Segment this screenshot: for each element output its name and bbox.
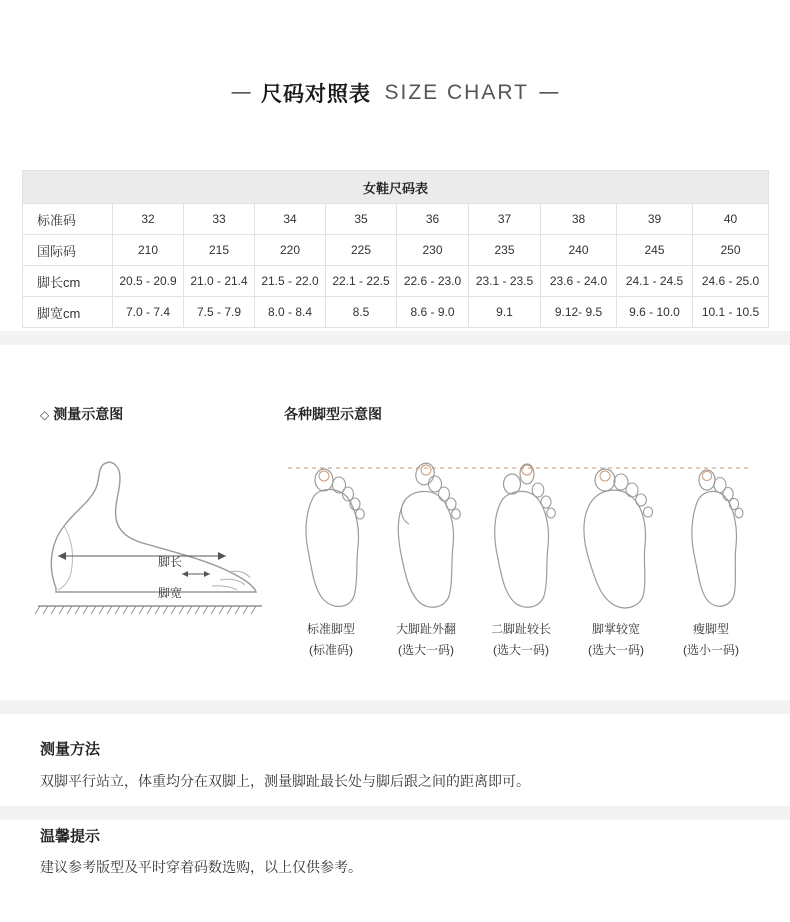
foot-shape-narrow-icon [664, 450, 758, 618]
cell: 220 [255, 235, 326, 266]
foot-type-item [664, 450, 758, 660]
foot-type-note: (标准码) [309, 643, 353, 657]
title-english: SIZE CHART [384, 81, 529, 104]
foot-type-name: 二脚趾较长 [490, 622, 551, 636]
page-title [0, 78, 790, 108]
cell: 38 [541, 204, 617, 235]
cell: 24.1 - 24.5 [617, 266, 693, 297]
size-table [22, 170, 769, 328]
foot-type-name: 瘦脚型 [692, 622, 729, 636]
cell: 39 [617, 204, 693, 235]
cell: 23.1 - 23.5 [469, 266, 541, 297]
cell: 32 [113, 204, 184, 235]
row-label: 标准码 [23, 204, 113, 235]
title-chinese: 尺码对照表 [261, 83, 372, 106]
foot-shape-bunion-icon [379, 450, 473, 618]
table-row [23, 235, 769, 266]
diamond-icon: ◇ [40, 408, 50, 422]
foot-type-note: (选小一码) [683, 643, 739, 657]
row-label: 脚长cm [23, 266, 113, 297]
cell: 21.0 - 21.4 [184, 266, 255, 297]
table-row [23, 204, 769, 235]
foot-type-name: 大脚趾外翻 [395, 622, 456, 636]
table-row [23, 297, 769, 328]
measure-section-heading [40, 404, 123, 424]
cell: 24.6 - 25.0 [693, 266, 769, 297]
foot-width-label: 脚宽 [158, 586, 183, 600]
foot-type-name: 脚掌较宽 [591, 622, 640, 636]
section-divider [0, 806, 790, 820]
cell: 20.5 - 20.9 [113, 266, 184, 297]
measure-heading-label: 测量示意图 [53, 406, 124, 422]
foot-shape-wide-icon [569, 450, 663, 618]
cell: 34 [255, 204, 326, 235]
foot-type-note: (选大一码) [493, 643, 549, 657]
title-dash-left: — [231, 82, 251, 103]
tips-heading: 温馨提示 [40, 828, 101, 845]
foot-shape-standard-icon [284, 450, 378, 618]
title-dash-right: — [539, 82, 559, 103]
cell: 37 [469, 204, 541, 235]
foot-types-heading-label: 各种脚型示意图 [284, 406, 382, 422]
cell: 8.5 [326, 297, 397, 328]
cell: 245 [617, 235, 693, 266]
section-divider [0, 700, 790, 714]
cell: 9.6 - 10.0 [617, 297, 693, 328]
section-divider [0, 331, 790, 345]
method-heading: 测量方法 [40, 741, 101, 758]
foot-type-note: (选大一码) [398, 643, 454, 657]
foot-types-heading [284, 404, 382, 424]
cell: 210 [113, 235, 184, 266]
method-body: 双脚平行站立，体重均分在双脚上，测量脚趾最长处与脚后跟之间的距离即可。 [40, 773, 530, 789]
foot-type-name: 标准脚型 [306, 622, 355, 636]
size-table-wrap [22, 170, 768, 328]
cell: 21.5 - 22.0 [255, 266, 326, 297]
cell: 35 [326, 204, 397, 235]
cell: 240 [541, 235, 617, 266]
cell: 40 [693, 204, 769, 235]
cell: 10.1 - 10.5 [693, 297, 769, 328]
cell: 9.1 [469, 297, 541, 328]
cell: 9.12- 9.5 [541, 297, 617, 328]
foot-length-label: 脚长 [158, 555, 183, 569]
foot-type-item [284, 450, 378, 660]
cell: 225 [326, 235, 397, 266]
foot-shape-long-second-toe-icon [474, 450, 568, 618]
cell: 36 [397, 204, 469, 235]
tips-body: 建议参考版型及平时穿着码数选购，以上仅供参考。 [40, 859, 362, 875]
cell: 7.0 - 7.4 [113, 297, 184, 328]
foot-type-item [474, 450, 568, 660]
row-label: 脚宽cm [23, 297, 113, 328]
cell: 8.6 - 9.0 [397, 297, 469, 328]
table-caption-row [23, 171, 769, 204]
table-row [23, 266, 769, 297]
row-label: 国际码 [23, 235, 113, 266]
foot-type-item [569, 450, 663, 660]
cell: 22.1 - 22.5 [326, 266, 397, 297]
cell: 33 [184, 204, 255, 235]
cell: 22.6 - 23.0 [397, 266, 469, 297]
cell: 23.6 - 24.0 [541, 266, 617, 297]
cell: 230 [397, 235, 469, 266]
foot-types-diagram [284, 450, 754, 670]
cell: 215 [184, 235, 255, 266]
foot-type-note: (选大一码) [588, 643, 644, 657]
cell: 235 [469, 235, 541, 266]
foot-side-view-svg [34, 440, 264, 630]
cell: 250 [693, 235, 769, 266]
cell: 8.0 - 8.4 [255, 297, 326, 328]
foot-type-item [379, 450, 473, 660]
foot-measure-diagram [34, 440, 264, 630]
cell: 7.5 - 7.9 [184, 297, 255, 328]
table-caption: 女鞋尺码表 [23, 171, 769, 204]
